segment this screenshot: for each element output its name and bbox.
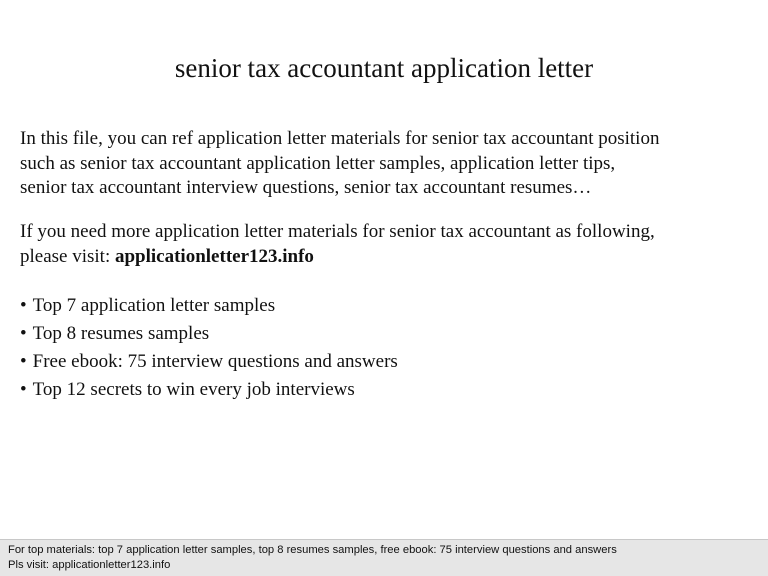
website-link[interactable]: applicationletter123.info [114, 245, 314, 267]
bullet-icon: • [20, 295, 27, 316]
footer-banner [0, 539, 768, 576]
visit-paragraph [20, 220, 750, 269]
footer-line: For top materials: top 7 application letter samples, top 8 resumes samples, free ebook: 75 interview questions and answers [8, 544, 617, 556]
intro-line: senior tax accountant interview questions, senior tax accountant resumes… [20, 177, 592, 198]
list-item-text: Top 12 secrets to win every job interviews [32, 379, 355, 400]
intro-line: such as senior tax accountant application letter samples, application letter tips, [20, 152, 616, 174]
list-item [20, 320, 398, 348]
list-item [20, 292, 398, 320]
list-item-text: Free ebook: 75 interview questions and answers [32, 351, 398, 372]
visit-line-2 [20, 245, 750, 270]
visit-prefix: please visit: [20, 245, 115, 267]
bullet-list [20, 292, 398, 404]
bullet-icon: • [20, 323, 27, 344]
bullet-icon: • [20, 379, 27, 400]
intro-paragraph [20, 127, 750, 201]
page-title: senior tax accountant application letter [174, 53, 594, 83]
bullet-icon: • [20, 351, 27, 372]
intro-line: In this file, you can ref application letter materials for senior tax accountant position [20, 128, 660, 149]
list-item-text: Top 7 application letter samples [32, 295, 276, 316]
list-item [20, 348, 398, 376]
list-item-text: Top 8 resumes samples [32, 323, 210, 344]
list-item [20, 376, 398, 404]
footer-line: Pls visit: applicationletter123.info [8, 559, 171, 571]
visit-line: If you need more application letter materials for senior tax accountant as following, [20, 221, 655, 242]
